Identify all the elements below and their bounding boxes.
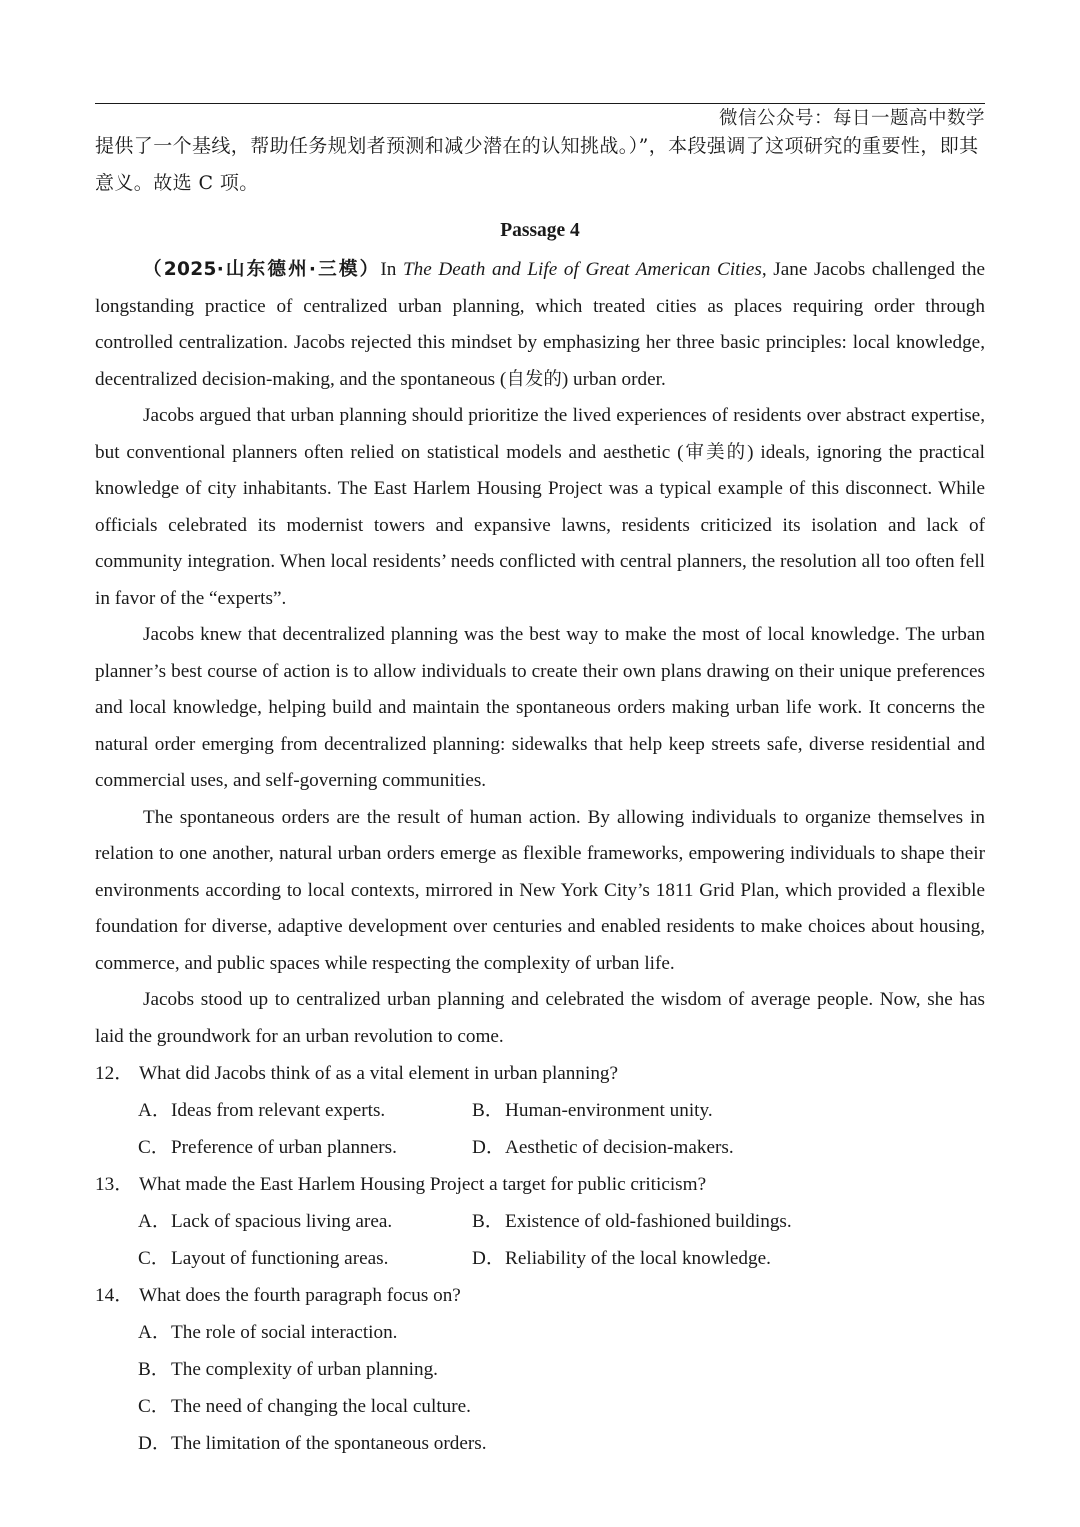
question-13-option-c[interactable]: [95, 1240, 429, 1277]
question-13: [95, 1166, 985, 1277]
option-letter-a: A．: [138, 1211, 172, 1232]
option-letter-a: A．: [138, 1100, 172, 1121]
question-12-option-row-2: [95, 1129, 985, 1166]
question-13-text: What made the East Harlem Housing Project a target for public criticism?: [139, 1174, 707, 1195]
option-letter-c: C．: [138, 1137, 170, 1158]
paragraph-2-body-b: ) ideals, ignoring the practical knowledge of city inhabitants. The East Harlem Housing Project was a typical example of this disconnect. While officials celebrated its modernist towers and expansive lawns, residents criticized its isolation and lack of community integration. When local residents’ needs conflicted with central planners, the resolution all too often fell in favor of the “experts”.: [95, 441, 985, 609]
question-12: [95, 1055, 985, 1166]
question-14-text: What does the fourth paragraph focus on?: [139, 1285, 461, 1306]
question-14: [95, 1277, 985, 1462]
passage-paragraph-2: [95, 398, 985, 617]
option-text-d: Aesthetic of decision-makers.: [505, 1137, 734, 1158]
passage-paragraph-5: Jacobs stood up to centralized urban planning and celebrated the wisdom of average people. Now, she has laid the groundwork for an urban revolution to come.: [95, 989, 985, 1047]
option-letter-a: A．: [138, 1322, 172, 1343]
question-14-option-b[interactable]: [95, 1351, 985, 1388]
question-14-option-a[interactable]: [95, 1314, 985, 1351]
question-14-options: [95, 1314, 985, 1462]
book-title: The Death and Life of Great American Cities: [402, 259, 762, 280]
question-14-stem: [95, 1277, 985, 1314]
option-letter-d: D．: [472, 1137, 506, 1158]
question-12-option-d[interactable]: [429, 1129, 734, 1166]
option-text-b: Human-environment unity.: [505, 1100, 713, 1121]
gloss-spontaneous: 自发的: [506, 368, 562, 390]
question-12-stem: [95, 1055, 985, 1092]
option-letter-c: C．: [138, 1248, 170, 1269]
answer-continuation-line-2: 意义。故选 C 项。: [95, 172, 259, 194]
passage-title: Passage 4: [500, 220, 580, 241]
question-14-number: 14．: [95, 1285, 134, 1306]
option-letter-d: D．: [472, 1248, 506, 1269]
question-12-option-b[interactable]: [429, 1092, 713, 1129]
option-text-c: Preference of urban planners.: [171, 1137, 397, 1158]
option-letter-b: B．: [138, 1359, 170, 1380]
passage-paragraph-4: The spontaneous orders are the result of human action. By allowing individuals to organize themselves in relation to one another, natural urban orders emerge as flexible frameworks, empowering individuals to shape their environments according to local contexts, mirrored in New York City’s 1811 Grid Plan, which provided a flexible foundation for diverse, adaptive development over centuries and enabled residents to make choices about housing, commerce, and public spaces while respecting the complexity of urban life.: [95, 806, 985, 974]
question-14-option-d[interactable]: [95, 1425, 985, 1462]
question-12-number: 12．: [95, 1063, 134, 1084]
option-text-b: The complexity of urban planning.: [171, 1359, 438, 1380]
passage-paragraph-1: [95, 252, 985, 398]
question-13-option-d[interactable]: [429, 1240, 771, 1277]
question-12-text: What did Jacobs think of as a vital element in urban planning?: [139, 1063, 619, 1084]
option-text-b: Existence of old-fashioned buildings.: [505, 1211, 792, 1232]
question-12-option-row-1: [95, 1092, 985, 1129]
question-12-option-a[interactable]: [95, 1092, 429, 1129]
option-letter-b: B．: [472, 1100, 504, 1121]
question-13-stem: [95, 1166, 985, 1203]
question-12-option-c[interactable]: [95, 1129, 429, 1166]
option-letter-b: B．: [472, 1211, 504, 1232]
question-13-option-a[interactable]: [95, 1203, 429, 1240]
option-text-d: Reliability of the local knowledge.: [505, 1248, 771, 1269]
option-text-a: Ideas from relevant experts.: [171, 1100, 386, 1121]
question-13-option-row-2: [95, 1240, 985, 1277]
option-text-d: The limitation of the spontaneous orders.: [171, 1433, 487, 1454]
option-text-c: Layout of functioning areas.: [171, 1248, 389, 1269]
option-text-a: The role of social interaction.: [171, 1322, 398, 1343]
option-letter-d: D．: [138, 1433, 172, 1454]
paragraph-2-body-a: Jacobs argued that urban planning should prioritize the lived experiences of residents over abstract expertise, but conventional planners often relied on statistical models and aesthetic (: [95, 405, 985, 463]
paragraph-1-body-a: , Jane Jacobs challenged the longstanding practice of centralized urban planning, which treated cities as places requiring order through controlled centralization. Jacobs rejected this mindset by emphasizing her three basic principles: local knowledge, decentralized decision-making, and the spontaneous (: [95, 259, 986, 390]
question-13-option-row-1: [95, 1203, 985, 1240]
passage-paragraph-3: Jacobs knew that decentralized planning was the best way to make the most of local knowledge. The urban planner’s best course of action is to allow individuals to create their own plans drawing on their unique preferences and local knowledge, helping build and maintain the spontaneous orders making urban life work. It concerns the natural order emerging from decentralized planning: sidewalks that help keep streets safe, diverse residential and commercial uses, and self-governing communities.: [95, 624, 985, 791]
gloss-aesthetic: 审美的: [683, 441, 748, 463]
question-13-option-b[interactable]: [429, 1203, 792, 1240]
watermark-text: 微信公众号：每日一题高中数学: [718, 108, 985, 129]
question-14-option-c[interactable]: [95, 1388, 985, 1425]
question-13-number: 13．: [95, 1174, 134, 1195]
paragraph-1-body-b: ) urban order.: [561, 368, 666, 390]
option-text-a: Lack of spacious living area.: [171, 1211, 393, 1232]
option-letter-c: C．: [138, 1396, 170, 1417]
answer-continuation-line-1: 提供了一个基线，帮助任务规划者预测和减少潜在的认知挑战。）”，本段强调了这项研究的重要性，即其: [95, 135, 979, 157]
page-content: [95, 128, 985, 1462]
option-text-c: The need of changing the local culture.: [171, 1396, 471, 1417]
paragraph-1-lead: In: [380, 259, 403, 280]
source-tag: （2025·山东德州·三模）: [143, 259, 381, 280]
